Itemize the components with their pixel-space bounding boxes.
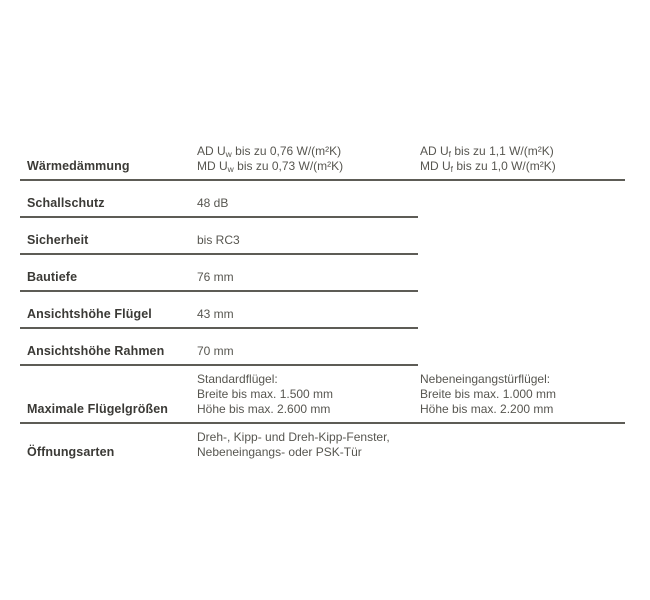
value-line: Nebeneingangstürflügel: [420, 372, 551, 386]
value-line: MD $U_f$ bis zu 1,0 W/(m²K) [420, 159, 556, 174]
value-line: 70 mm [197, 344, 234, 358]
row-value-primary [197, 196, 420, 211]
row-value-primary [197, 307, 420, 322]
value-line: 43 mm [197, 307, 234, 321]
row-label: Ansichtshöhe Flügel [27, 307, 152, 321]
subscript: f [450, 164, 454, 174]
value-line: bis RC3 [197, 233, 240, 247]
table-row-oeffnungsarten [20, 424, 625, 465]
row-label: Ansichtshöhe Rahmen [27, 344, 165, 358]
table-row-maximale-fluegelgroessen [20, 366, 625, 422]
value-line: MD $U_w$ bis zu 0,73 W/(m²K) [197, 159, 344, 174]
value-line: Standardflügel: [197, 372, 278, 386]
value-line: Breite bis max. 1.000 mm [420, 387, 557, 401]
row-label: Wärmedämmung [27, 159, 130, 173]
row-label: Öffnungsarten [27, 445, 115, 459]
value-line: Höhe bis max. 2.600 mm [197, 402, 331, 416]
row-value-secondary [420, 144, 625, 174]
row-value-primary [197, 233, 420, 248]
row-value-secondary [420, 372, 625, 417]
table-row-sicherheit [20, 218, 625, 253]
row-label: Schallschutz [27, 196, 105, 210]
row-value-primary [197, 372, 420, 417]
value-line: 48 dB [197, 196, 229, 210]
value-line: Höhe bis max. 2.200 mm [420, 402, 554, 416]
value-line: Dreh-, Kipp- und Dreh-Kipp-Fenster, [197, 430, 390, 444]
table-row-bautiefe [20, 255, 625, 290]
row-label: Sicherheit [27, 233, 89, 247]
subscript: w [225, 149, 232, 159]
row-value-primary [197, 144, 420, 174]
row-value-primary [197, 270, 420, 285]
table-row-waermedaemmung [20, 144, 625, 179]
row-value-primary [197, 344, 420, 359]
subscript: w [227, 164, 234, 174]
table-row-ansichtshoehe-rahmen [20, 329, 625, 364]
table-row-ansichtshoehe-fluegel [20, 292, 625, 327]
specification-table [20, 144, 625, 465]
subscript: f [448, 149, 452, 159]
value-line: Nebeneingangs- oder PSK-Tür [197, 445, 362, 459]
value-line: AD $U_w$ bis zu 0,76 W/(m²K) [197, 144, 342, 159]
row-label: Maximale Flügelgrößen [27, 402, 169, 416]
value-line: 76 mm [197, 270, 234, 284]
table-row-schallschutz [20, 181, 625, 216]
row-value-primary [197, 430, 420, 460]
row-label: Bautiefe [27, 270, 78, 284]
value-line: Breite bis max. 1.500 mm [197, 387, 334, 401]
value-line: AD $U_f$ bis zu 1,1 W/(m²K) [420, 144, 554, 159]
